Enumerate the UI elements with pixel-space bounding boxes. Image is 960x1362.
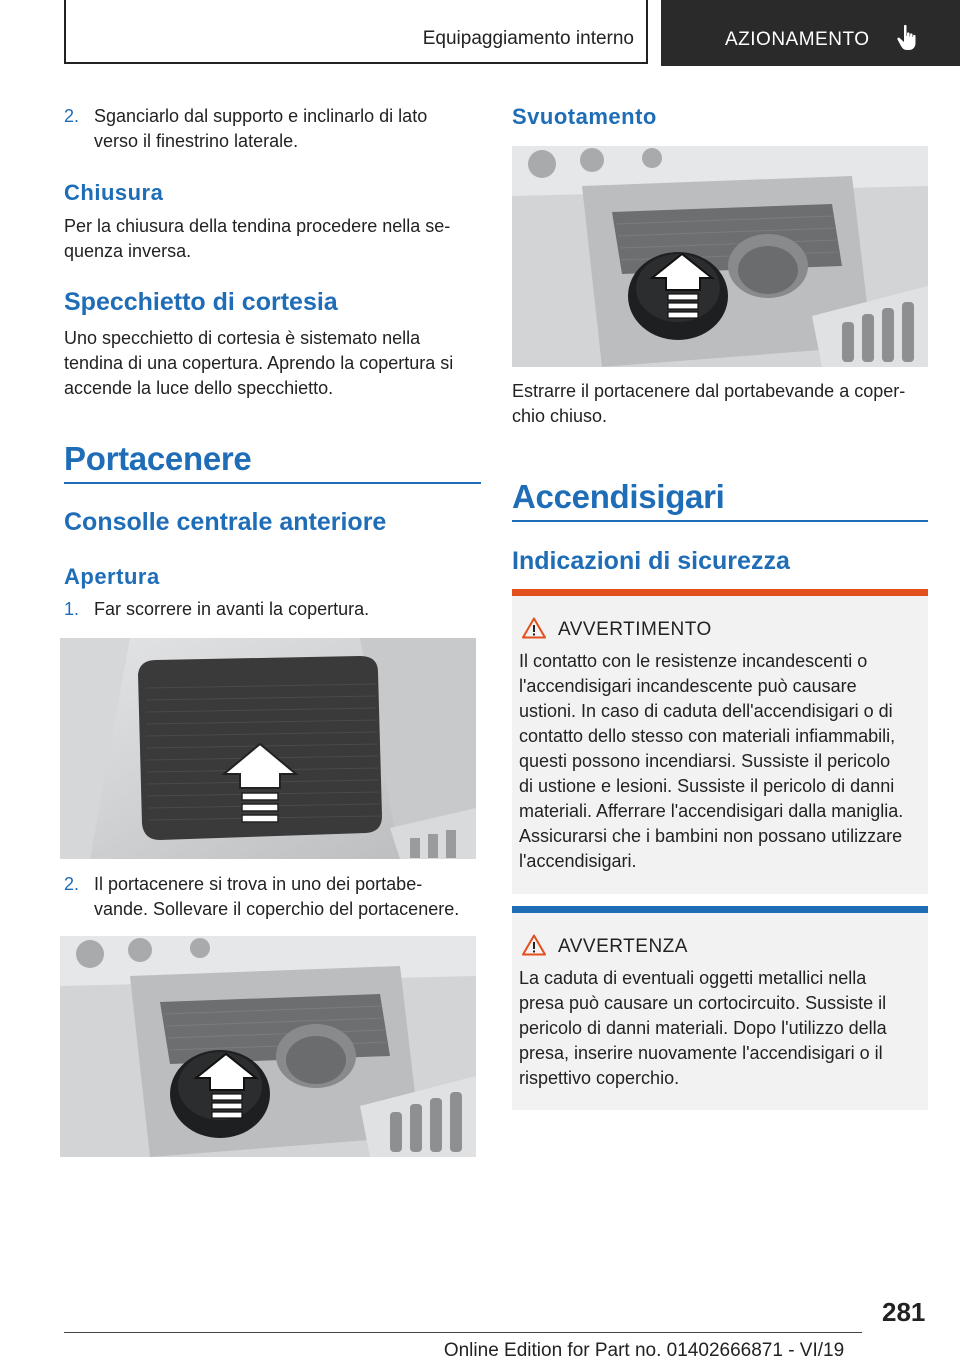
header-chapter-box [661, 0, 960, 66]
section-rule [64, 482, 481, 484]
page-header [64, 0, 960, 66]
warning-box-avvertimento [512, 589, 928, 894]
text-line: l'accendisigari incandescente può causare [519, 676, 857, 696]
text-line: rispettivo coperchio. [519, 1068, 680, 1088]
text-line: Estrarre il portacenere dal portabevande a coper- [512, 381, 906, 401]
heading-chiusura: Chiusura [64, 180, 164, 205]
heading-sicurezza: Indicazioni di sicurezza [512, 547, 790, 575]
page-number: 281 [882, 1297, 926, 1327]
text-line: Per la chiusura della tendina procedere nella se- [64, 216, 451, 236]
heading-portacenere: Portacenere [64, 440, 252, 477]
step-text-line: Far scorrere in avanti la copertura. [94, 599, 370, 619]
text-line: Assicurarsi che i bambini non possano utilizzare [519, 826, 903, 846]
warning-title: AVVERTENZA [558, 936, 688, 957]
text-line: l'accendisigari. [519, 851, 637, 871]
list-item [64, 872, 459, 922]
text-line: quenza inversa. [64, 241, 192, 261]
text-line: questi possono incendiarsi. Sussiste il pericolo [519, 751, 891, 771]
step-text-line: verso il finestrino laterale. [94, 131, 299, 151]
paragraph-chiusura [64, 214, 450, 264]
text-line: Uno specchietto di cortesia è sistemato nella [64, 328, 421, 348]
step-number: 2. [64, 106, 80, 126]
section-rule [512, 520, 928, 522]
heading-svuotamento: Svuotamento [512, 104, 657, 129]
list-item [64, 104, 427, 154]
list-item [64, 597, 369, 622]
text-line: materiali. Afferrare l'accendisigari dalla maniglia. [519, 801, 904, 821]
text-line: accende la luce dello specchietto. [64, 378, 334, 398]
heading-specchietto: Specchietto di cortesia [64, 288, 338, 316]
ashtray-removal-photo [512, 146, 928, 367]
header-chapter-title: AZIONAMENTO [725, 29, 870, 50]
text-line: presa può causare un cortocircuito. Sussiste il [519, 993, 887, 1013]
text-line: presa, inserire nuovamente l'accendisigari o il [519, 1043, 883, 1063]
header-section-box [64, 0, 648, 64]
paragraph-svuotamento [512, 379, 928, 429]
warning-box-avvertenza [512, 906, 928, 1110]
header-section-title: Equipaggiamento interno [422, 28, 634, 49]
heading-accendisigari: Accendisigari [512, 478, 725, 515]
ashtray-cupholder-photo [60, 936, 476, 1157]
step-text-line: Il portacenere si trova in uno dei portabe- [94, 874, 423, 894]
text-line: Il contatto con le resistenze incandescenti o [519, 651, 868, 671]
heading-apertura: Apertura [64, 564, 160, 589]
text-line: La caduta di eventuali oggetti metallici nella [519, 968, 867, 988]
text-line: tendina di una copertura. Aprendo la copertura si [64, 353, 454, 373]
warning-triangle-icon [522, 934, 546, 956]
text-line: chio chiuso. [512, 406, 608, 426]
step-text-line: Sganciarlo dal supporto e inclinarlo di lato [94, 106, 428, 126]
text-line: contatto dello stesso con materiali infiammabili, [519, 726, 896, 746]
footer-rule [64, 1332, 862, 1333]
text-line: pericolo di danni materiali. Dopo l'utilizzo della [519, 1018, 887, 1038]
text-line: di ustione e lesioni. Sussiste il pericolo di danni [519, 776, 895, 796]
edition-text: Online Edition for Part no. 01402666871 - VI/19 [443, 1340, 845, 1361]
warning-text [519, 649, 923, 874]
warning-title: AVVERTIMENTO [558, 619, 712, 640]
step-text-line: vande. Sollevare il coperchio del portacenere. [94, 899, 460, 919]
warning-bar [512, 906, 928, 913]
console-cover-photo [60, 638, 476, 859]
paragraph-specchietto [64, 326, 453, 401]
heading-consolle: Consolle centrale anteriore [64, 508, 387, 536]
text-line: ustioni. In caso di caduta dell'accendisigari o di [519, 701, 893, 721]
warning-triangle-icon [522, 617, 546, 639]
warning-text [519, 966, 923, 1091]
hand-pointer-icon [895, 24, 921, 52]
step-number: 1. [64, 599, 80, 619]
step-number: 2. [64, 874, 80, 894]
warning-bar [512, 589, 928, 596]
